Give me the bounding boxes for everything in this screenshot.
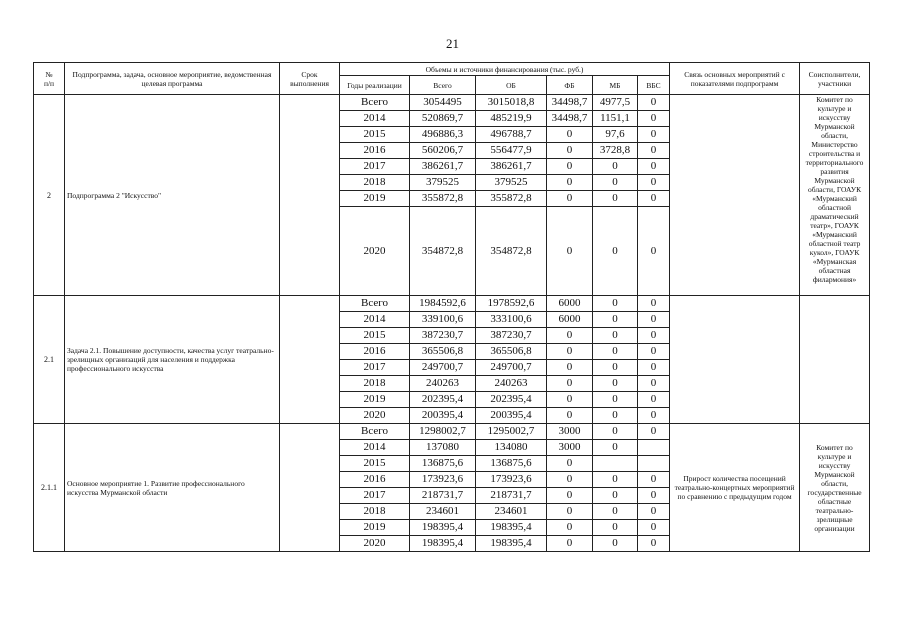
cell-fb: 0: [547, 127, 593, 143]
cell-fb: 34498,7: [547, 111, 593, 127]
section-index: 2: [34, 95, 65, 296]
cell-mb: 0: [593, 408, 638, 424]
section-name: Основное мероприятие 1. Развитие профессионального искусства Мурманской области: [65, 424, 280, 552]
header-no: № п/п: [34, 63, 65, 95]
cell-ob: 485219,9: [476, 111, 547, 127]
cell-mb: 0: [593, 191, 638, 207]
cell-vbs: [638, 440, 670, 456]
section-index: 2.1: [34, 296, 65, 424]
cell-vbs: 0: [638, 376, 670, 392]
cell-mb: 0: [593, 376, 638, 392]
cell-ob: 496788,7: [476, 127, 547, 143]
cell-fb: 0: [547, 207, 593, 296]
cell-ob: 333100,6: [476, 312, 547, 328]
cell-fb: 3000: [547, 424, 593, 440]
cell-fb: 0: [547, 408, 593, 424]
cell-ob: 200395,4: [476, 408, 547, 424]
header-vbs: ВБС: [638, 76, 670, 95]
cell-vbs: 0: [638, 191, 670, 207]
cell-year: 2016: [340, 143, 410, 159]
cell-vbs: 0: [638, 127, 670, 143]
cell-vbs: 0: [638, 159, 670, 175]
section-term: [280, 424, 340, 552]
cell-mb: 0: [593, 175, 638, 191]
cell-total: 379525: [410, 175, 476, 191]
cell-fb: 0: [547, 175, 593, 191]
section-link: Прирост количества посещений театрально-концертных мероприятий по сравнению с предыдущим годом: [670, 424, 800, 552]
cell-fb: 0: [547, 456, 593, 472]
cell-year: 2015: [340, 456, 410, 472]
cell-year: 2018: [340, 504, 410, 520]
cell-vbs: 0: [638, 392, 670, 408]
cell-ob: 173923,6: [476, 472, 547, 488]
cell-mb: 0: [593, 472, 638, 488]
cell-year: Всего: [340, 424, 410, 440]
cell-ob: 386261,7: [476, 159, 547, 175]
section-name: Задача 2.1. Повышение доступности, качества услуг театрально-зрелищных организаций для населения и поддержка профессионального искусства: [65, 296, 280, 424]
cell-ob: 198395,4: [476, 536, 547, 552]
cell-total: 218731,7: [410, 488, 476, 504]
cell-mb: 0: [593, 360, 638, 376]
cell-fb: 3000: [547, 440, 593, 456]
cell-vbs: 0: [638, 344, 670, 360]
header-total: Всего: [410, 76, 476, 95]
cell-mb: 0: [593, 536, 638, 552]
cell-vbs: 0: [638, 328, 670, 344]
cell-total: 136875,6: [410, 456, 476, 472]
cell-ob: 198395,4: [476, 520, 547, 536]
cell-mb: 97,6: [593, 127, 638, 143]
cell-total: 560206,7: [410, 143, 476, 159]
cell-year: 2014: [340, 312, 410, 328]
cell-total: 240263: [410, 376, 476, 392]
cell-vbs: 0: [638, 536, 670, 552]
cell-year: 2015: [340, 328, 410, 344]
cell-vbs: 0: [638, 472, 670, 488]
cell-mb: 0: [593, 488, 638, 504]
cell-year: 2019: [340, 520, 410, 536]
cell-total: 355872,8: [410, 191, 476, 207]
cell-vbs: 0: [638, 175, 670, 191]
table-row: [34, 95, 870, 111]
cell-vbs: 0: [638, 143, 670, 159]
cell-year: 2017: [340, 159, 410, 175]
cell-ob: 3015018,8: [476, 95, 547, 111]
cell-fb: 0: [547, 392, 593, 408]
header-mb: МБ: [593, 76, 638, 95]
cell-total: 1298002,7: [410, 424, 476, 440]
cell-vbs: [638, 456, 670, 472]
cell-total: 202395,4: [410, 392, 476, 408]
cell-year: 2017: [340, 360, 410, 376]
cell-ob: 240263: [476, 376, 547, 392]
cell-ob: 136875,6: [476, 456, 547, 472]
cell-year: 2017: [340, 488, 410, 504]
cell-year: 2019: [340, 191, 410, 207]
table-row: [34, 424, 870, 440]
cell-total: 496886,3: [410, 127, 476, 143]
cell-mb: 1151,1: [593, 111, 638, 127]
header-funding: Объемы и источники финансирования (тыс. руб.): [340, 63, 670, 76]
cell-fb: 0: [547, 536, 593, 552]
cell-fb: 34498,7: [547, 95, 593, 111]
cell-vbs: 0: [638, 360, 670, 376]
cell-year: 2015: [340, 127, 410, 143]
cell-mb: 0: [593, 504, 638, 520]
cell-mb: 0: [593, 296, 638, 312]
cell-ob: 365506,8: [476, 344, 547, 360]
section-index: 2.1.1: [34, 424, 65, 552]
cell-year: Всего: [340, 296, 410, 312]
cell-vbs: 0: [638, 424, 670, 440]
cell-fb: 0: [547, 360, 593, 376]
cell-vbs: 0: [638, 312, 670, 328]
header-term: Срок выполнения: [280, 63, 340, 95]
cell-mb: 0: [593, 520, 638, 536]
cell-total: 198395,4: [410, 536, 476, 552]
cell-year: 2020: [340, 536, 410, 552]
cell-total: 137080: [410, 440, 476, 456]
cell-year: 2016: [340, 472, 410, 488]
cell-ob: 1295002,7: [476, 424, 547, 440]
cell-fb: 0: [547, 328, 593, 344]
cell-fb: 6000: [547, 312, 593, 328]
page-number: 21: [446, 36, 459, 51]
cell-year: 2018: [340, 376, 410, 392]
cell-mb: [593, 456, 638, 472]
cell-ob: 134080: [476, 440, 547, 456]
cell-year: 2016: [340, 344, 410, 360]
header-program: Подпрограмма, задача, основное мероприятие, ведомственная целевая программа: [65, 63, 280, 95]
cell-year: 2020: [340, 408, 410, 424]
cell-vbs: 0: [638, 296, 670, 312]
cell-total: 200395,4: [410, 408, 476, 424]
cell-ob: 218731,7: [476, 488, 547, 504]
cell-ob: 556477,9: [476, 143, 547, 159]
cell-fb: 0: [547, 376, 593, 392]
header-fb: ФБ: [547, 76, 593, 95]
funding-table: [33, 62, 870, 552]
cell-mb: 0: [593, 424, 638, 440]
section-executors: [800, 296, 870, 424]
cell-mb: 0: [593, 159, 638, 175]
section-executors: Комитет по культуре и искусству Мурманской области, государственные областные театрально-зрелищные организации: [800, 424, 870, 552]
cell-vbs: 0: [638, 207, 670, 296]
cell-ob: 354872,8: [476, 207, 547, 296]
cell-mb: 0: [593, 440, 638, 456]
cell-fb: 0: [547, 159, 593, 175]
cell-vbs: 0: [638, 408, 670, 424]
cell-total: 173923,6: [410, 472, 476, 488]
section-name: Подпрограмма 2 "Искусство": [65, 95, 280, 296]
cell-vbs: 0: [638, 111, 670, 127]
cell-fb: 6000: [547, 296, 593, 312]
header-link: Связь основных мероприятий с показателями подпрограмм: [670, 63, 800, 95]
cell-ob: 387230,7: [476, 328, 547, 344]
section-executors: Комитет по культуре и искусству Мурманской области, Министерство строительства и территориального развития Мурманской области, ГОАУК «Мурманский областной драматический театр», ГОАУК «Мурманский областной театр кукол», ГОАУК «Мурманская областная филармония»: [800, 95, 870, 296]
header-years: Годы реализации: [340, 76, 410, 95]
cell-mb: 0: [593, 344, 638, 360]
cell-mb: 0: [593, 207, 638, 296]
cell-total: 249700,7: [410, 360, 476, 376]
cell-ob: 234601: [476, 504, 547, 520]
section-term: [280, 296, 340, 424]
cell-year: Всего: [340, 95, 410, 111]
cell-total: 234601: [410, 504, 476, 520]
cell-fb: 0: [547, 191, 593, 207]
cell-mb: 0: [593, 392, 638, 408]
cell-ob: 249700,7: [476, 360, 547, 376]
cell-year: 2014: [340, 440, 410, 456]
section-link: [670, 296, 800, 424]
cell-mb: 4977,5: [593, 95, 638, 111]
cell-year: 2020: [340, 207, 410, 296]
cell-ob: 355872,8: [476, 191, 547, 207]
cell-vbs: 0: [638, 488, 670, 504]
table-row: [34, 296, 870, 312]
cell-fb: 0: [547, 488, 593, 504]
cell-mb: 3728,8: [593, 143, 638, 159]
cell-vbs: 0: [638, 504, 670, 520]
cell-year: 2014: [340, 111, 410, 127]
cell-ob: 1978592,6: [476, 296, 547, 312]
cell-total: 339100,6: [410, 312, 476, 328]
cell-total: 520869,7: [410, 111, 476, 127]
cell-total: 1984592,6: [410, 296, 476, 312]
header-ob: ОБ: [476, 76, 547, 95]
cell-vbs: 0: [638, 95, 670, 111]
cell-total: 387230,7: [410, 328, 476, 344]
cell-total: 198395,4: [410, 520, 476, 536]
cell-fb: 0: [547, 472, 593, 488]
cell-mb: 0: [593, 312, 638, 328]
cell-fb: 0: [547, 520, 593, 536]
section-term: [280, 95, 340, 296]
cell-fb: 0: [547, 344, 593, 360]
cell-year: 2019: [340, 392, 410, 408]
cell-mb: 0: [593, 328, 638, 344]
cell-ob: 202395,4: [476, 392, 547, 408]
cell-total: 3054495: [410, 95, 476, 111]
cell-fb: 0: [547, 143, 593, 159]
cell-ob: 379525: [476, 175, 547, 191]
header-executors: Соисполнители, участники: [800, 63, 870, 95]
cell-fb: 0: [547, 504, 593, 520]
cell-year: 2018: [340, 175, 410, 191]
cell-total: 365506,8: [410, 344, 476, 360]
section-link: [670, 95, 800, 296]
cell-total: 386261,7: [410, 159, 476, 175]
cell-total: 354872,8: [410, 207, 476, 296]
cell-vbs: 0: [638, 520, 670, 536]
